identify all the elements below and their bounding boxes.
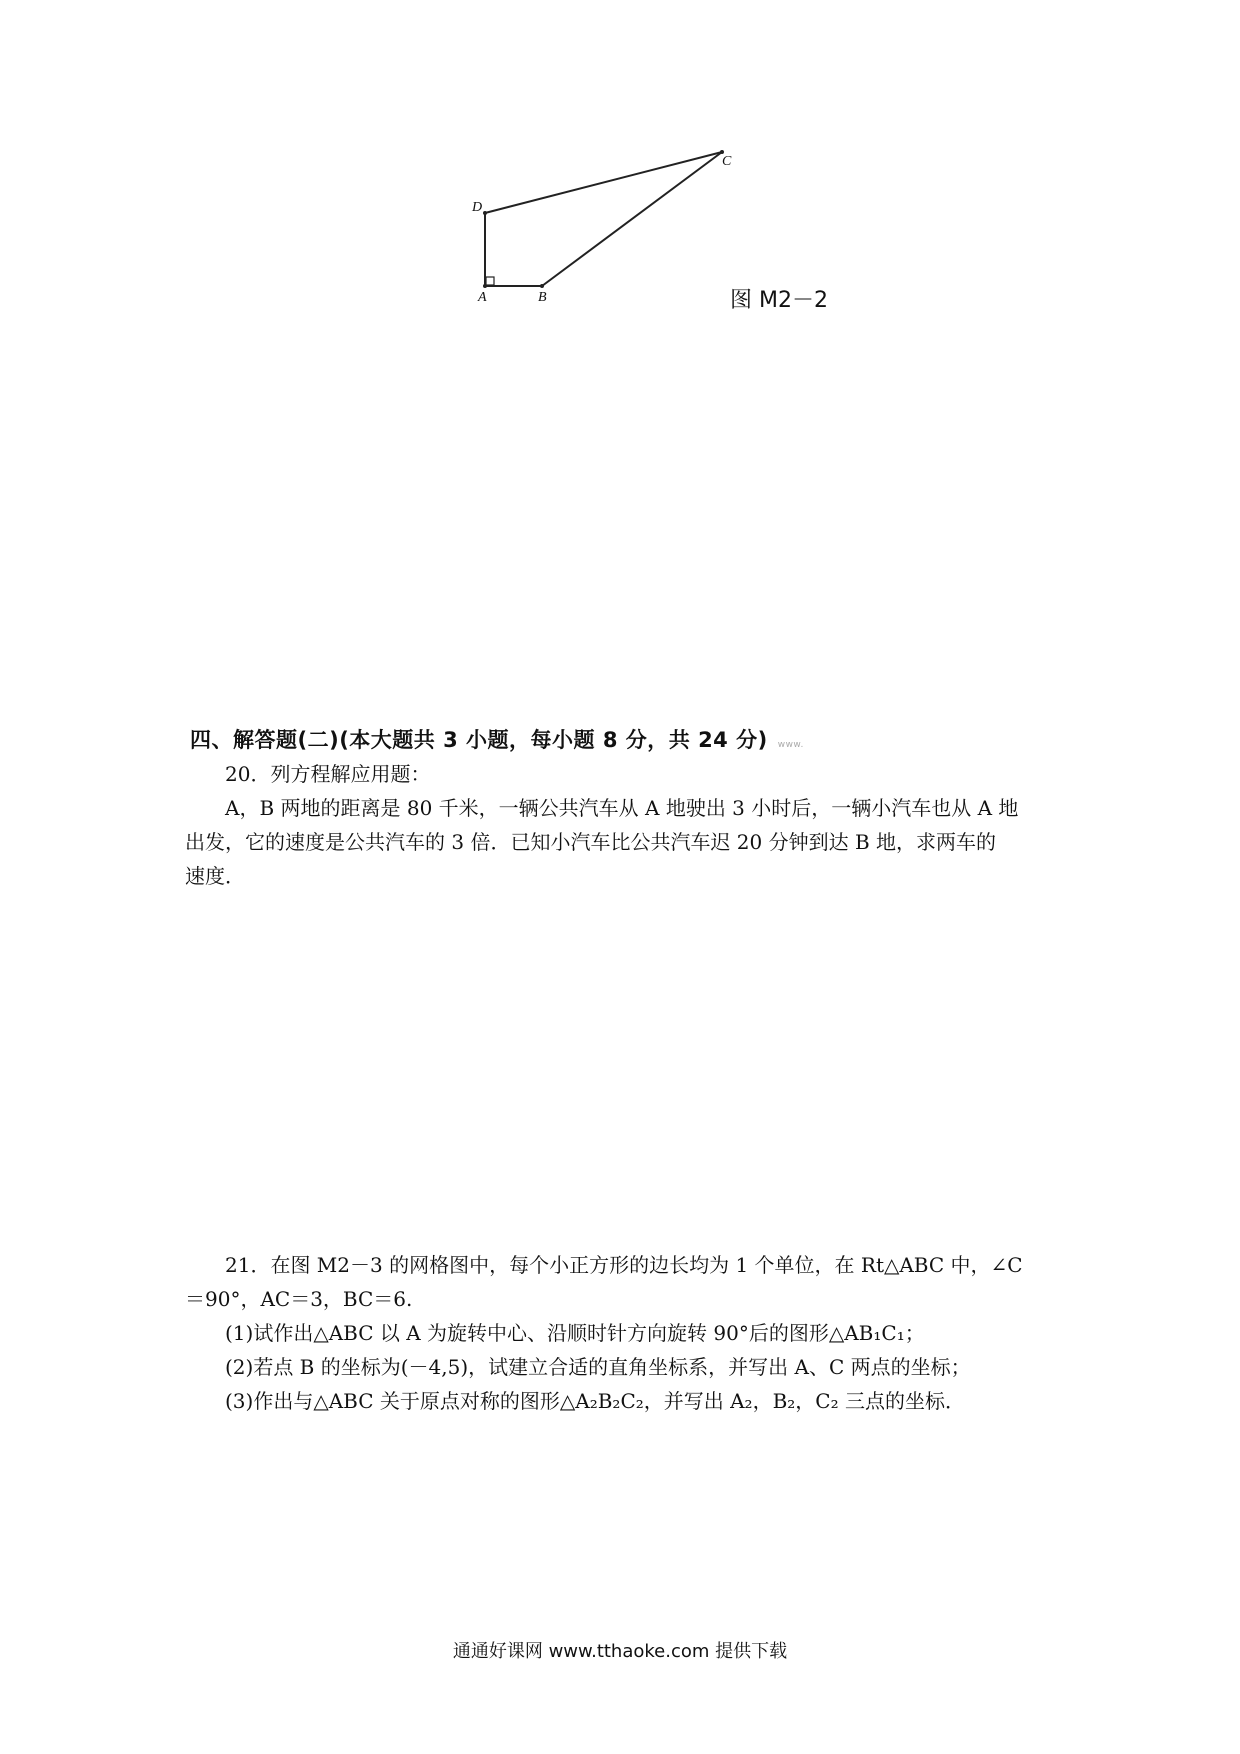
point-a (483, 284, 487, 288)
page-footer: 通通好课网 www.tthaoke.com 提供下载 (452, 1641, 788, 1662)
watermark-text: www. (777, 740, 804, 750)
q21-intro-line-2: ＝90°，AC＝3，BC＝6. (185, 1287, 413, 1311)
q21-part-2: (2)若点 B 的坐标为(－4,5)，试建立合适的直角坐标系，并写出 A、C 两点的坐标； (225, 1355, 971, 1379)
segment-bc (542, 152, 722, 286)
q20-body-line-3: 速度． (185, 864, 245, 888)
q21-intro-line-1: 21．在图 M2－3 的网格图中，每个小正方形的边长均为 1 个单位，在 Rt△ABC 中，∠C (225, 1253, 1023, 1277)
label-c: C (722, 154, 732, 169)
label-a: A (478, 290, 487, 305)
question-21 (185, 1248, 1070, 1418)
segment-dc (485, 152, 722, 213)
q20-body-line-2: 出发，它的速度是公共汽车的 3 倍．已知小汽车比公共汽车迟 20 分钟到达 B 地，求两车的 (185, 830, 997, 854)
point-d (483, 211, 487, 215)
section-heading (190, 724, 804, 754)
section-heading-text: 四、解答题(二)(本大题共 3 小题，每小题 8 分，共 24 分) (190, 728, 768, 752)
question-20 (185, 757, 1070, 893)
q21-part-1: (1)试作出△ABC 以 A 为旋转中心、沿顺时针方向旋转 90°后的图形△AB₁C₁； (225, 1321, 925, 1345)
q20-body-line-1: A，B 两地的距离是 80 千米，一辆公共汽车从 A 地驶出 3 小时后，一辆小汽车也从 A 地 (225, 796, 1019, 820)
label-b: B (538, 290, 547, 305)
label-d: D (472, 200, 483, 215)
figure-caption: 图 M2－2 (730, 288, 828, 313)
q21-part-3: (3)作出与△ABC 关于原点对称的图形△A₂B₂C₂，并写出 A₂，B₂，C₂ 三点的坐标． (225, 1389, 965, 1413)
q20-title: 20．列方程解应用题： (225, 762, 431, 786)
point-b (540, 284, 544, 288)
right-angle-mark (486, 277, 494, 285)
